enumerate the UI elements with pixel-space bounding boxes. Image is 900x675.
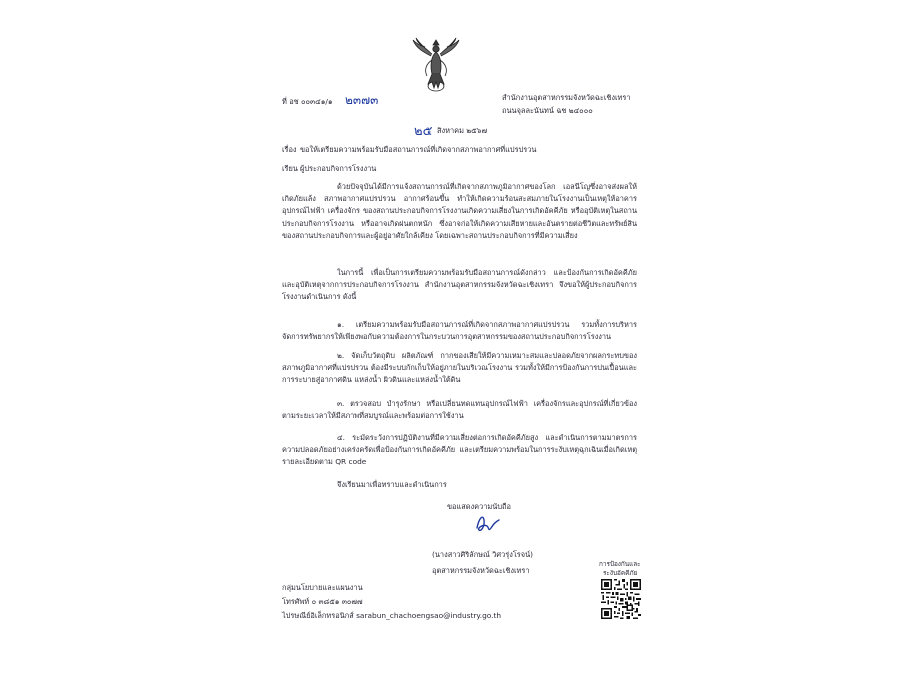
contact-email: ไปรษณีย์อิเล็กทรอนิกส์ sarabun_chachoengsao@industry.go.th xyxy=(282,611,502,620)
contact-phone: โทรศัพท์ ๐ ๓๘๕๑ ๓๐๗๗ xyxy=(282,597,363,606)
date-month-year: สิงหาคม ๒๕๖๗ xyxy=(437,126,488,135)
qr-caption-line-1: การป้องกันและ xyxy=(599,560,641,568)
signer-name: (นางสาวศิริลักษณ์ วิศวรุ่งโรจน์) xyxy=(432,550,534,559)
action-item-2: ๒. จัดเก็บวัตถุดิบ ผลิตภัณฑ์ กากของเสียให้มีความเหมาะสมและปลอดภัยจากผลกระทบของสภาพภูมิอากาศที่แปรปรวน ต้องมีระบบกักเก็บให้อยู่ภายในบริเวณโรงงาน รวมทั้งให้มีการป้องกันการปนเปื้อนและการระบายสู่อากาศดิน แหล่งน้ำ ผิวดินและแหล่งน้ำใต้ดิน xyxy=(282,351,637,385)
body-paragraph-1: ด้วยปัจจุบันได้มีการแจ้งสถานการณ์ที่เกิดจากสภาพภูมิอากาศของโลก เอลนีโญซึ่งอาจส่งผลให้เกิดภัยแล้ง สภาพอากาศแปรปรวน อากาศร้อนขึ้น ทำให้เกิดความร้อนสะสมภายในโรงงานเป็นเหตุให้อาคาร อุปกรณ์ไฟฟ้า เครื่องจักร ของสถานประกอบกิจการโรงงานเกิดความเสี่ยงในการเกิดอัคคีภัย หรืออุบัติเหตุในสถานประกอบกิจการโรงงาน หรืออาจเกิดฝนตกหนัก ซึ่งอาจก่อให้เกิดความเสียหายและอันตรายต่อชีวิตและทรัพย์สินของสถานประกอบกิจการและผู้อยู่อาศัยใกล้เคียง โดยเฉพาะสถานประกอบกิจการที่มีความเสี่ยง xyxy=(282,182,637,240)
signature-icon xyxy=(469,510,503,536)
salutation: ขอแสดงความนับถือ xyxy=(447,502,511,511)
qr-code-icon[interactable] xyxy=(601,579,641,619)
agency-address: ถนนจุลละนันทน์ ฉช ๒๔๐๐๐ xyxy=(502,106,593,115)
signer-title: อุตสาหกรรมจังหวัดฉะเชิงเทรา xyxy=(432,566,530,575)
reference-number-handwritten: ๒๓๗๓ xyxy=(345,93,379,107)
garuda-emblem-icon xyxy=(411,36,461,92)
reference-number: ที่ อช ๐๐๓๔๑/๑ xyxy=(282,97,333,106)
qr-caption-line-2: ระงับอัคคีภัย xyxy=(603,569,638,577)
action-item-3: ๓. ตรวจสอบ บำรุงรักษา หรือเปลี่ยนทดแทนอุปกรณ์ไฟฟ้า เครื่องจักรและอุปกรณ์ที่เกี่ยวข้องตามระยะเวลาให้มีสภาพที่สมบูรณ์และพร้อมต่อการใช้งาน xyxy=(282,399,637,421)
subject-label: เรื่อง xyxy=(282,145,297,154)
action-item-1: ๑. เตรียมความพร้อมรับมือสถานการณ์ที่เกิดจากสภาพอากาศแปรปรวน รวมทั้งการบริหารจัดการทรัพยากรให้เพียงพอกับความต้องการในกระบวนการอุตสาหกรรมของสถานประกอบกิจการโรงงาน xyxy=(282,320,637,342)
date-day-handwritten: ๒๕ xyxy=(414,124,433,139)
contact-division: กลุ่มนโยบายและแผนงาน xyxy=(282,583,363,592)
action-item-4: ๔. ระมัดระวังการปฏิบัติงานที่มีความเสี่ยงต่อการเกิดอัคคีภัยสูง และดำเนินการตามมาตรการความปลอดภัยอย่างเคร่งครัดเพื่อป้องกันการเกิดอัคคีภัย และเตรียมความพร้อมในการระงับเหตุฉุกเฉินเมื่อเกิดเหตุ รายละเอียดตาม QR code xyxy=(282,433,637,467)
recipient-text: ผู้ประกอบกิจการโรงงาน xyxy=(300,164,377,173)
subject-text: ขอให้เตรียมความพร้อมรับมือสถานการณ์ที่เกิดจากสภาพอากาศที่แปรปรวน xyxy=(300,145,537,154)
body-paragraph-2: ในการนี้ เพื่อเป็นการเตรียมความพร้อมรับมือสถานการณ์ดังกล่าว และป้องกันการเกิดอัคคีภัยและอุบัติเหตุจากการประกอบกิจการโรงงาน สำนักงานอุตสาหกรรมจังหวัดฉะเชิงเทรา จึงขอให้ผู้ประกอบกิจการโรงงานดำเนินการ ดังนี้ xyxy=(282,268,637,302)
agency-name: สำนักงานอุตสาหกรรมจังหวัดฉะเชิงเทรา xyxy=(502,93,631,102)
closing-request: จึงเรียนมาเพื่อทราบและดำเนินการ xyxy=(337,480,447,489)
recipient-label: เรียน xyxy=(282,164,298,173)
